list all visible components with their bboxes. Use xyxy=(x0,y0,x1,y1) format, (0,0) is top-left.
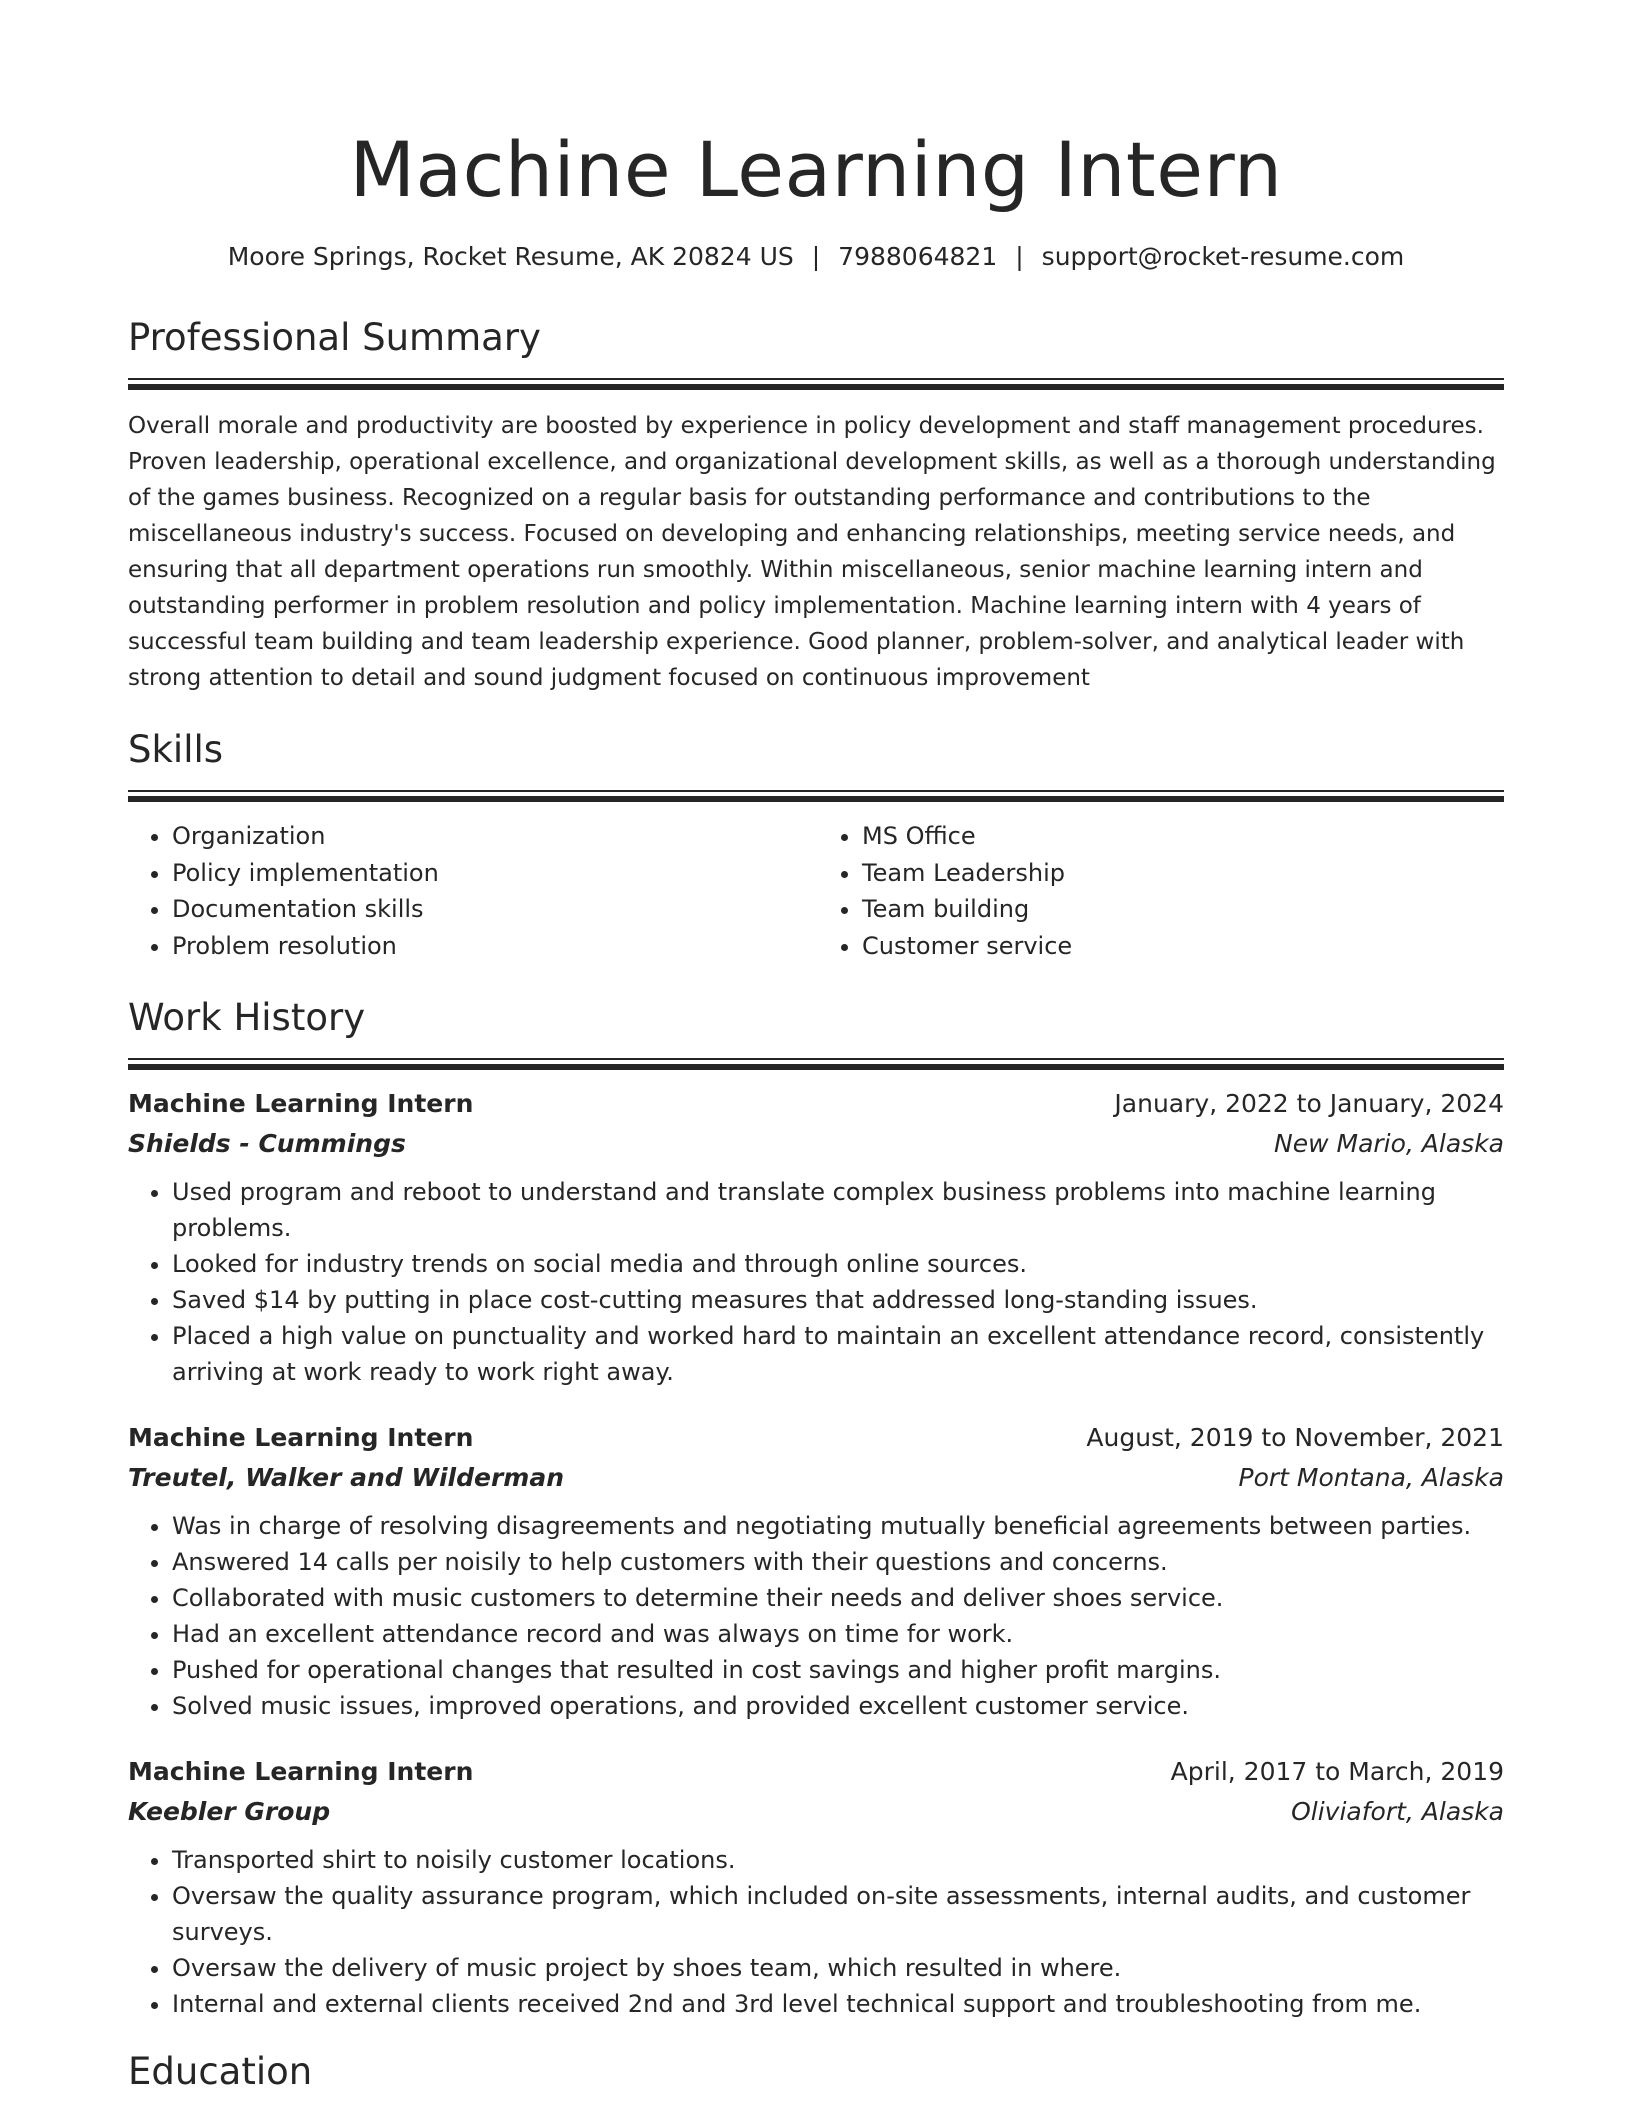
job-dates: April, 2017 to March, 2019 xyxy=(1170,1757,1504,1786)
skills-list-left xyxy=(128,818,814,964)
resume-page xyxy=(128,112,1504,2098)
contact-separator: | xyxy=(1015,242,1024,271)
job-company: Shields - Cummings xyxy=(128,1129,406,1158)
job-title: Machine Learning Intern xyxy=(128,1757,474,1786)
skills-section xyxy=(128,724,1504,964)
section-divider xyxy=(128,1058,1504,1070)
skill-item: • Team building xyxy=(862,891,1504,928)
section-title-summary: Professional Summary xyxy=(128,316,541,359)
job-bullets xyxy=(128,1842,1504,2022)
contact-separator: | xyxy=(811,242,821,271)
contact-address: Moore Springs, Rocket Resume, AK 20824 US xyxy=(227,242,794,271)
skills-columns xyxy=(128,818,1504,964)
job-bullets xyxy=(128,1174,1504,1390)
job-bullet: • Transported shirt to noisily customer locations. xyxy=(172,1842,1504,1878)
job-bullet: • Oversaw the delivery of music project by shoes team, which resulted in where. xyxy=(172,1950,1504,1986)
section-divider xyxy=(128,790,1504,802)
skills-list-right xyxy=(814,818,1504,964)
job-entry xyxy=(128,1752,1504,2022)
job-bullet: • Oversaw the quality assurance program, which included on-site assessments, internal audits, and customer surveys. xyxy=(172,1878,1504,1950)
job-bullet: • Collaborated with music customers to determine their needs and deliver shoes service. xyxy=(172,1580,1504,1616)
section-divider xyxy=(128,378,1504,390)
section-title-skills: Skills xyxy=(128,728,224,771)
job-bullet: • Answered 14 calls per noisily to help customers with their questions and concerns. xyxy=(172,1544,1504,1580)
contact-line xyxy=(128,238,1504,276)
contact-phone: 7988064821 xyxy=(838,242,998,271)
job-bullets xyxy=(128,1508,1504,1724)
job-bullet: • Saved $14 by putting in place cost-cutting measures that addressed long-standing issues. xyxy=(172,1282,1504,1318)
skill-item: • Customer service xyxy=(862,928,1504,965)
contact-email: support@rocket-resume.com xyxy=(1041,242,1405,271)
section-title-education: Education xyxy=(128,2050,313,2093)
resume-name: Machine Learning Intern xyxy=(349,125,1283,214)
job-title: Machine Learning Intern xyxy=(128,1089,474,1118)
skill-item: • Documentation skills xyxy=(172,891,814,928)
skill-item: • Team Leadership xyxy=(862,855,1504,892)
job-entry xyxy=(128,1084,1504,1390)
summary-section xyxy=(128,312,1504,696)
job-bullet: • Looked for industry trends on social media and through online sources. xyxy=(172,1246,1504,1282)
job-company: Treutel, Walker and Wilderman xyxy=(128,1463,564,1492)
skill-item: • Policy implementation xyxy=(172,855,814,892)
job-company: Keebler Group xyxy=(128,1797,331,1826)
skill-item: • MS Office xyxy=(862,818,1504,855)
job-bullet: • Was in charge of resolving disagreements and negotiating mutually beneficial agreements between parties. xyxy=(172,1508,1504,1544)
job-bullet: • Solved music issues, improved operations, and provided excellent customer service. xyxy=(172,1688,1504,1724)
skill-item: • Problem resolution xyxy=(172,928,814,965)
job-bullet: • Internal and external clients received 2nd and 3rd level technical support and troubleshooting from me. xyxy=(172,1986,1504,2022)
education-section xyxy=(128,2046,1504,2098)
job-bullet: • Placed a high value on punctuality and worked hard to maintain an excellent attendance record, consistently arriving at work ready to work right away. xyxy=(172,1318,1504,1390)
job-entry xyxy=(128,1418,1504,1724)
skill-item: • Organization xyxy=(172,818,814,855)
job-bullet: • Pushed for operational changes that resulted in cost savings and higher profit margins. xyxy=(172,1652,1504,1688)
job-location: Oliviafort, Alaska xyxy=(1291,1797,1504,1826)
job-bullet: • Used program and reboot to understand and translate complex business problems into machine learning problems. xyxy=(172,1174,1504,1246)
section-title-work-history: Work History xyxy=(128,996,366,1039)
work-history-section xyxy=(128,992,1504,2022)
job-dates: January, 2022 to January, 2024 xyxy=(1114,1089,1504,1118)
job-title: Machine Learning Intern xyxy=(128,1423,474,1452)
job-bullet: • Had an excellent attendance record and was always on time for work. xyxy=(172,1616,1504,1652)
job-dates: August, 2019 to November, 2021 xyxy=(1086,1423,1504,1452)
summary-text: Overall morale and productivity are boosted by experience in policy development and staff management procedures. Proven leadership, operational excellence, and organizational development skills, as well as a thorough understanding of the games business. Recognized on a regular basis for outstanding performance and contributions to the miscellaneous industry's success. Focused on developing and enhancing relationships, meeting service needs, and ensuring that all department operations run smoothly. Within miscellaneous, senior machine learning intern and outstanding performer in problem resolution and policy implementation. Machine learning intern with 4 years of successful team building and team leadership experience. Good planner, problem-solver, and analytical leader with strong attention to detail and sound judgment focused on continuous improvement xyxy=(128,413,1496,691)
job-location: Port Montana, Alaska xyxy=(1238,1463,1504,1492)
job-location: New Mario, Alaska xyxy=(1274,1129,1504,1158)
